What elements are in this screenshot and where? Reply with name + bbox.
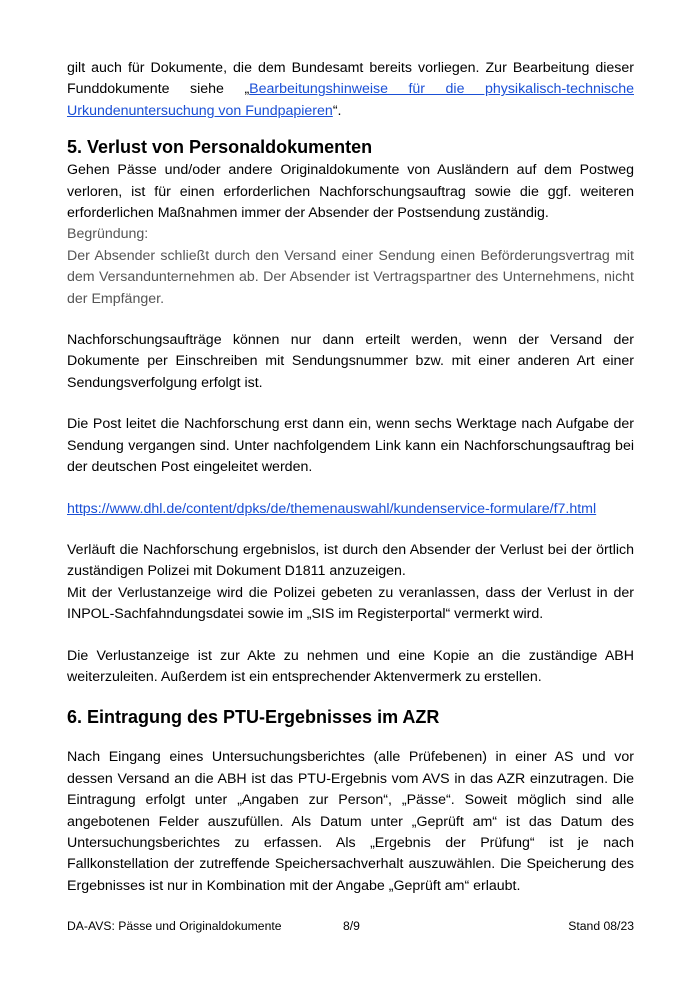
dhl-link-paragraph xyxy=(67,499,634,520)
intro-text-after: “. xyxy=(332,102,342,119)
section-5-paragraph-6: Die Verlustanzeige ist zur Akte zu nehmen und eine Kopie an die zuständige ABH weiterzuleiten. Außerdem ist ein entsprechender Aktenvermerk zu erstellen. xyxy=(67,647,634,685)
document-page xyxy=(67,58,634,897)
processing-guidelines-link[interactable]: Bearbeitungshinweise für die physikalisch-technische Urkundenuntersuchung von Fundpapieren xyxy=(67,81,634,119)
reason-label: Begründung: xyxy=(67,226,149,243)
section-5-paragraph-1: Gehen Pässe und/oder andere Originaldokumente von Ausländern auf dem Postweg verloren, ist für einen erforderlichen Nachforschungsauftrag sowie die ggf. weiteren erforderlichen Maßnahmen immer der Absender der Postsendung zuständig. xyxy=(67,162,634,222)
intro-text: gilt auch für Dokumente, die dem Bundesamt bereits vorliegen. Zur Bearbeitung dieser Funddokumente siehe „ xyxy=(67,60,634,98)
section-5-paragraph-5: Mit der Verlustanzeige wird die Polizei gebeten zu veranlassen, dass der Verlust in der INPOL-Sachfahndungsdatei sowie im „SIS im Registerportal“ vermerkt wird. xyxy=(67,584,634,623)
section-5-paragraph-3: Die Post leitet die Nachforschung erst dann ein, wenn sechs Werktage nach Aufgabe der Sendung vergangen sind. Unter nachfolgendem Link kann ein Nachforschungsauftrag bei der deutschen Post eingeleitet werden. xyxy=(67,416,634,476)
section-5-heading: 5. Verlust von Personaldokumenten xyxy=(67,137,373,158)
reason-text: Der Absender schließt durch den Versand einer Sendung einen Beförderungsvertrag mit dem Versandunternehmen ab. Der Absender ist Vertragspartner des Unternehmens, nicht der Empfänger. xyxy=(67,247,634,307)
footer-version: Stand 08/23 xyxy=(568,919,634,933)
section-6-paragraph-1: Nach Eingang eines Untersuchungsberichtes (alle Prüfebenen) in einer AS und vor dessen Versand an die ABH ist das PTU-Ergebnis vom AVS in das AZR einzutragen. Die Eintragung erfolgt unter „Angaben zur Person“, „Pässe“. Soweit möglich sind alle angebotenen Felder auszufüllen. Als Datum unter „Geprüft am“ ist das Datum des Untersuchungsberichtes zu erfassen. Als „Ergebnis der Prüfung“ ist je nach Fallkonstellation der zutreffende Speichersachverhalt auszuwählen. Die Speicherung des Ergebnisses ist nur in Kombination mit der Angabe „Geprüft am“ erlaubt. xyxy=(67,749,634,894)
intro-paragraph xyxy=(67,58,634,122)
section-5-paragraph-2: Nachforschungsaufträge können nur dann erteilt werden, wenn der Versand der Dokumente per Einschreiben mit Sendungsnummer bzw. mit einer anderen Art einer Sendungsverfolgung erfolgt ist. xyxy=(67,332,634,391)
footer-document-title: DA-AVS: Pässe und Originaldokumente xyxy=(67,919,282,933)
section-6-heading: 6. Eintragung des PTU-Ergebnisses im AZR xyxy=(67,707,440,728)
dhl-form-link[interactable]: https://www.dhl.de/content/dpks/de/themenauswahl/kundenservice-formulare/f7.html xyxy=(67,500,597,517)
section-5-paragraph-4: Verläuft die Nachforschung ergebnislos, ist durch den Absender der Verlust bei der örtlich zuständigen Polizei mit Dokument D1811 anzuzeigen. xyxy=(67,541,634,580)
footer-page-number: 8/9 xyxy=(343,919,360,933)
